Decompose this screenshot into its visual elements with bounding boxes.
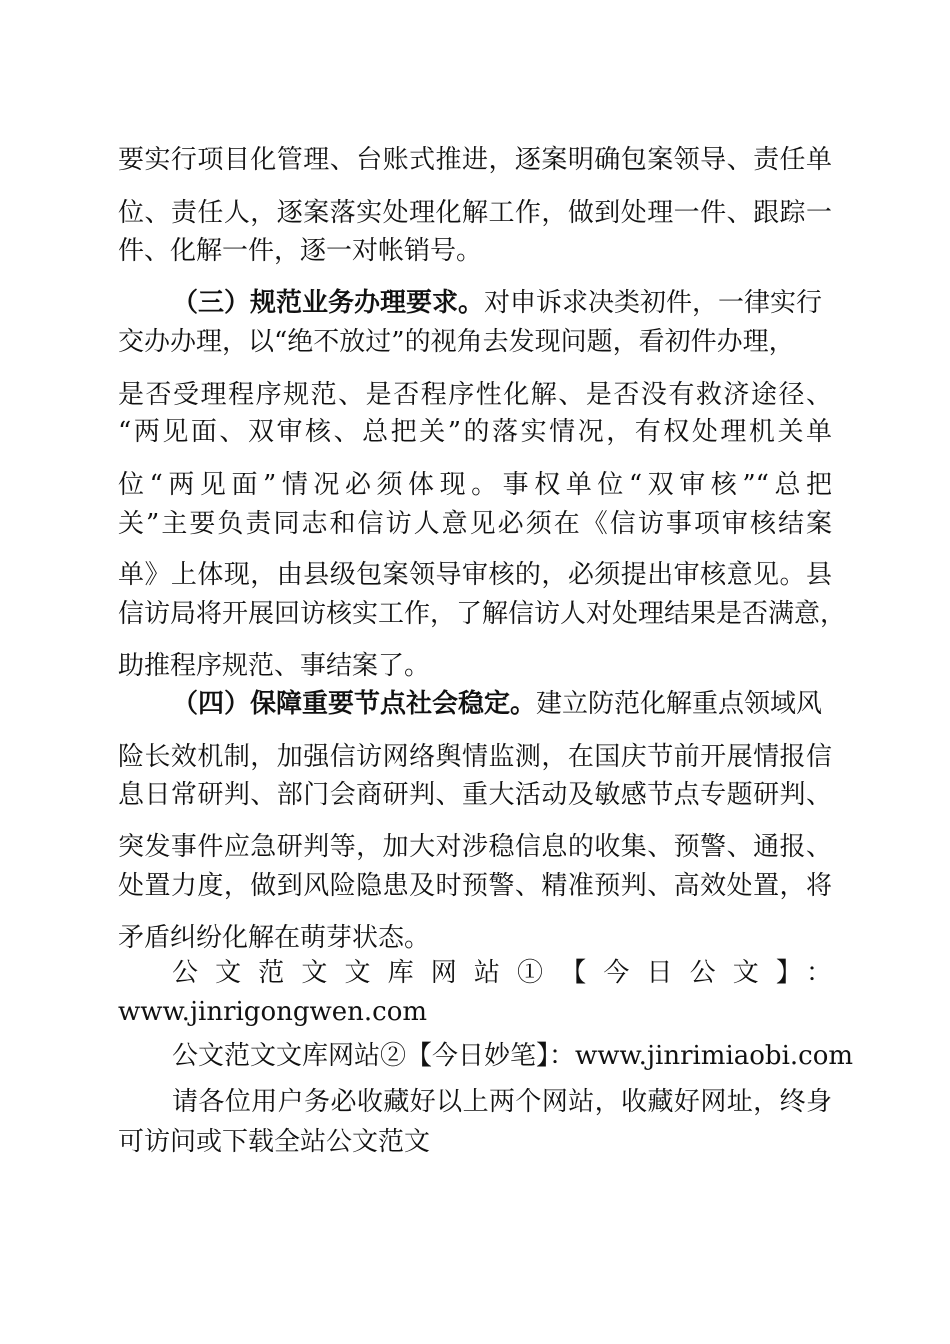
p2-line-1: [172, 285, 822, 321]
p2-line-6: 关”主要负责同志和信访人意见必须在《信访事项审核结案: [118, 509, 832, 539]
p3-heading: （四）保障重要节点社会稳定。: [172, 689, 537, 719]
p2-first-line-rest: 对申诉求决类初件，一律实行: [484, 288, 823, 318]
p2-line-4: “两见面、双审核、总把关”的落实情况，有权处理机关单: [118, 417, 832, 447]
p2-heading: （三）规范业务办理要求。: [172, 288, 485, 318]
site-1-label: 公文范文文库网站①【今日公文】：: [172, 958, 832, 988]
p3-line-6: 矛盾纠纷化解在萌芽状态。: [118, 923, 431, 953]
notice-line-1: 请各位用户务必收藏好以上两个网站，收藏好网址，终身: [172, 1087, 832, 1117]
p1-line-2: 位、责任人，逐案落实处理化解工作，做到处理一件、跟踪一: [118, 198, 832, 228]
site-2-line: 公文范文文库网站②【今日妙笔】：www.jinrimiaobi.com: [172, 1041, 854, 1071]
p2-line-8: 信访局将开展回访核实工作，了解信访人对处理结果是否满意，: [118, 599, 847, 629]
site-1-url: www.jinrigongwen.com: [118, 997, 428, 1027]
p2-line-5: 位“两见面”情况必须体现。事权单位“双审核”“总把: [118, 470, 832, 500]
p3-line-3: 息日常研判、部门会商研判、重大活动及敏感节点专题研判、: [118, 780, 832, 810]
p3-line-2: 险长效机制，加强信访网络舆情监测，在国庆节前开展情报信: [118, 742, 832, 772]
p3-line-4: 突发事件应急研判等，加大对涉稳信息的收集、预警、通报、: [118, 832, 832, 862]
p2-line-3: 是否受理程序规范、是否程序性化解、是否没有救济途径、: [118, 380, 832, 410]
p4-line-1: [172, 955, 832, 991]
p2-line-9: 助推程序规范、事结案了。: [118, 651, 431, 681]
notice-line-2: 可访问或下载全站公文范文: [118, 1127, 431, 1157]
p3-line-1: [172, 686, 822, 722]
p1-line-1: 要实行项目化管理、台账式推进，逐案明确包案领导、责任单: [118, 145, 832, 175]
p3-line-5: 处置力度，做到风险隐患及时预警、精准预判、高效处置，将: [118, 871, 832, 901]
p2-line-2: 交办办理，以“绝不放过”的视角去发现问题，看初件办理，: [118, 327, 795, 357]
p1-line-3: 件、化解一件，逐一对帐销号。: [118, 236, 483, 266]
p2-line-7: 单》上体现，由县级包案领导审核的，必须提出审核意见。县: [118, 560, 832, 590]
p3-first-line-rest: 建立防范化解重点领域风: [536, 689, 823, 719]
